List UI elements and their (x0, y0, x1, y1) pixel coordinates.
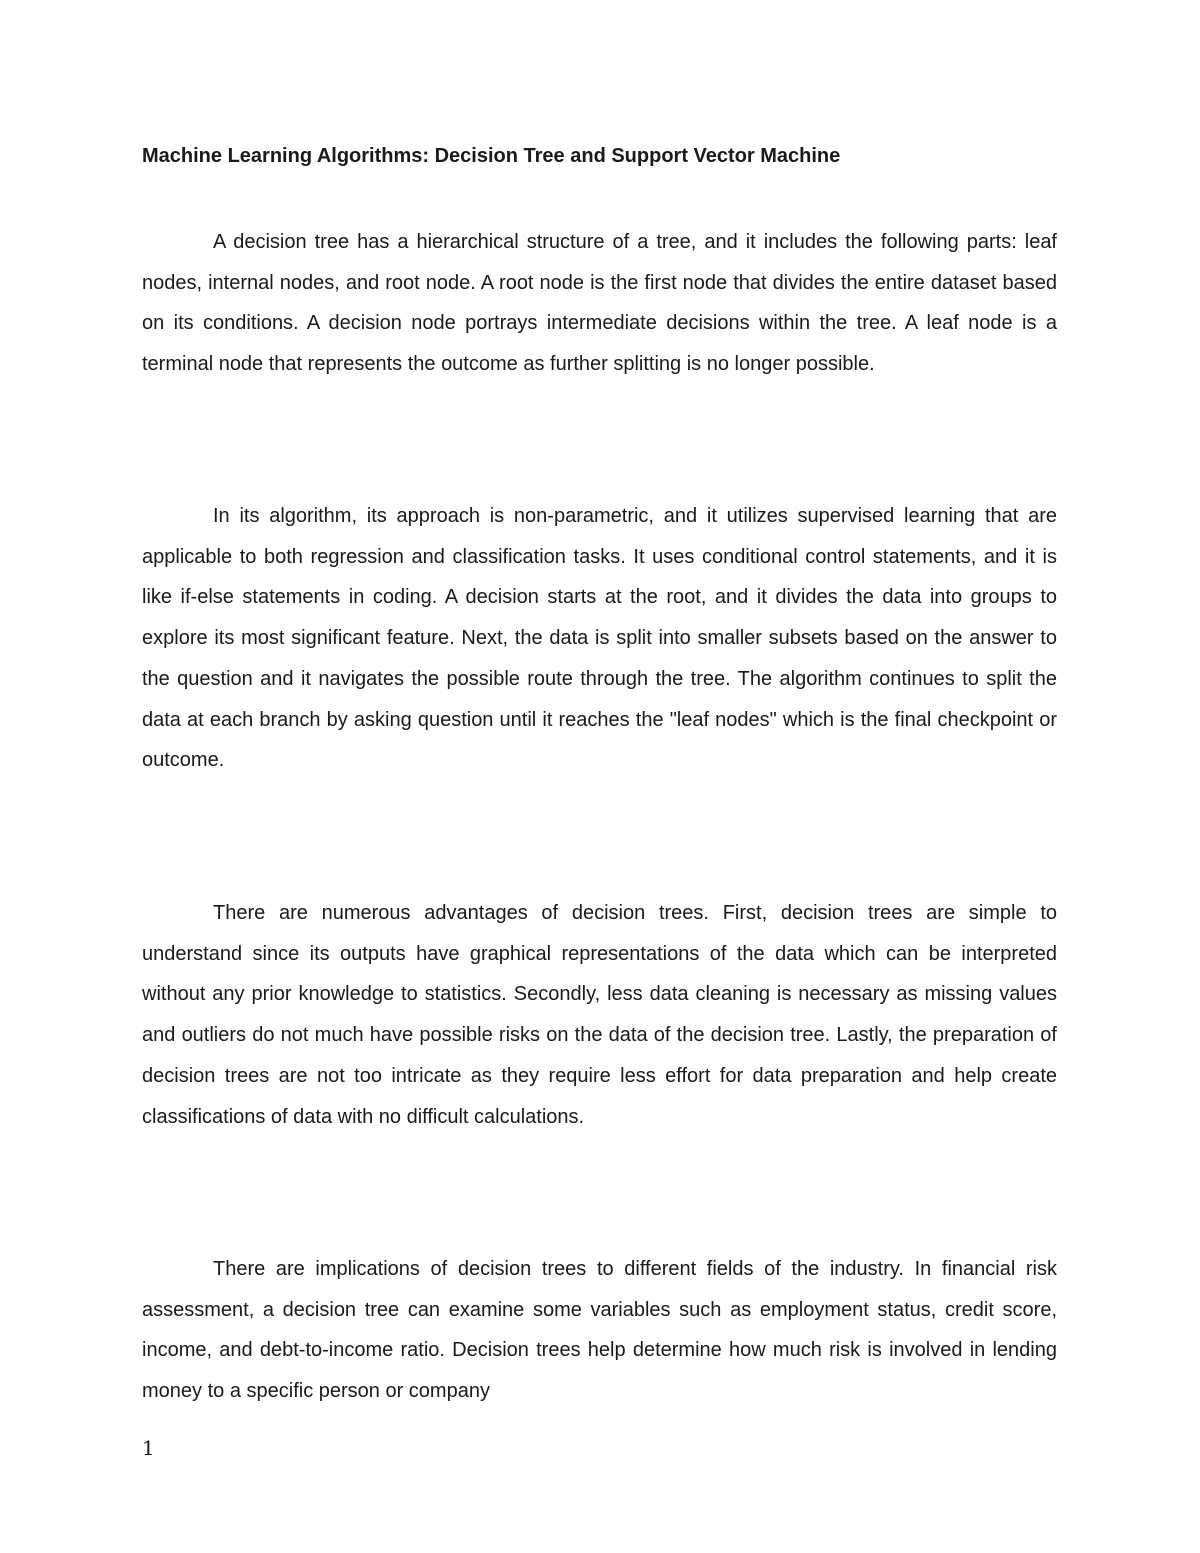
paragraph-decision-tree-structure: A decision tree has a hierarchical structure of a tree, and it includes the following parts: leaf nodes, internal nodes, and root node. A root node is the first node that divides the entire dataset based on its conditions. A decision node portrays intermediate decisions within the tree. A leaf node is a terminal node that represents the outcome as further splitting is no longer possible. (142, 231, 1057, 376)
paragraph-decision-tree-advantages: There are numerous advantages of decision trees. First, decision trees are simple to understand since its outputs have graphical representations of the data which can be interpreted without any prior knowledge to statistics. Secondly, less data cleaning is necessary as missing values and outliers do not much have possible risks on the data of the decision tree. Lastly, the preparation of decision trees are not too intricate as they require less effort for data preparation and help create classifications of data with no difficult calculations. (142, 902, 1057, 1128)
paragraph-decision-tree-implications: There are implications of decision trees to different fields of the industry. In financial risk assessment, a decision tree can examine some variables such as employment status, credit score, income, and debt-to-income ratio. Decision trees help determine how much risk is involved in lending money to a specific person or company (142, 1258, 1057, 1403)
paragraph-decision-tree-algorithm: In its algorithm, its approach is non-parametric, and it utilizes supervised learning that are applicable to both regression and classification tasks. It uses conditional control statements, and it is like if-else statements in coding. A decision starts at the root, and it divides the data into groups to explore its most significant feature. Next, the data is split into smaller subsets based on the answer to the question and it navigates the possible route through the tree. The algorithm continues to split the data at each branch by asking question until it reaches the "leaf nodes" which is the final checkpoint or outcome. (142, 505, 1057, 772)
page-number: 1 (142, 1436, 155, 1460)
document-title: Machine Learning Algorithms: Decision Tree and Support Vector Machine (142, 145, 841, 167)
